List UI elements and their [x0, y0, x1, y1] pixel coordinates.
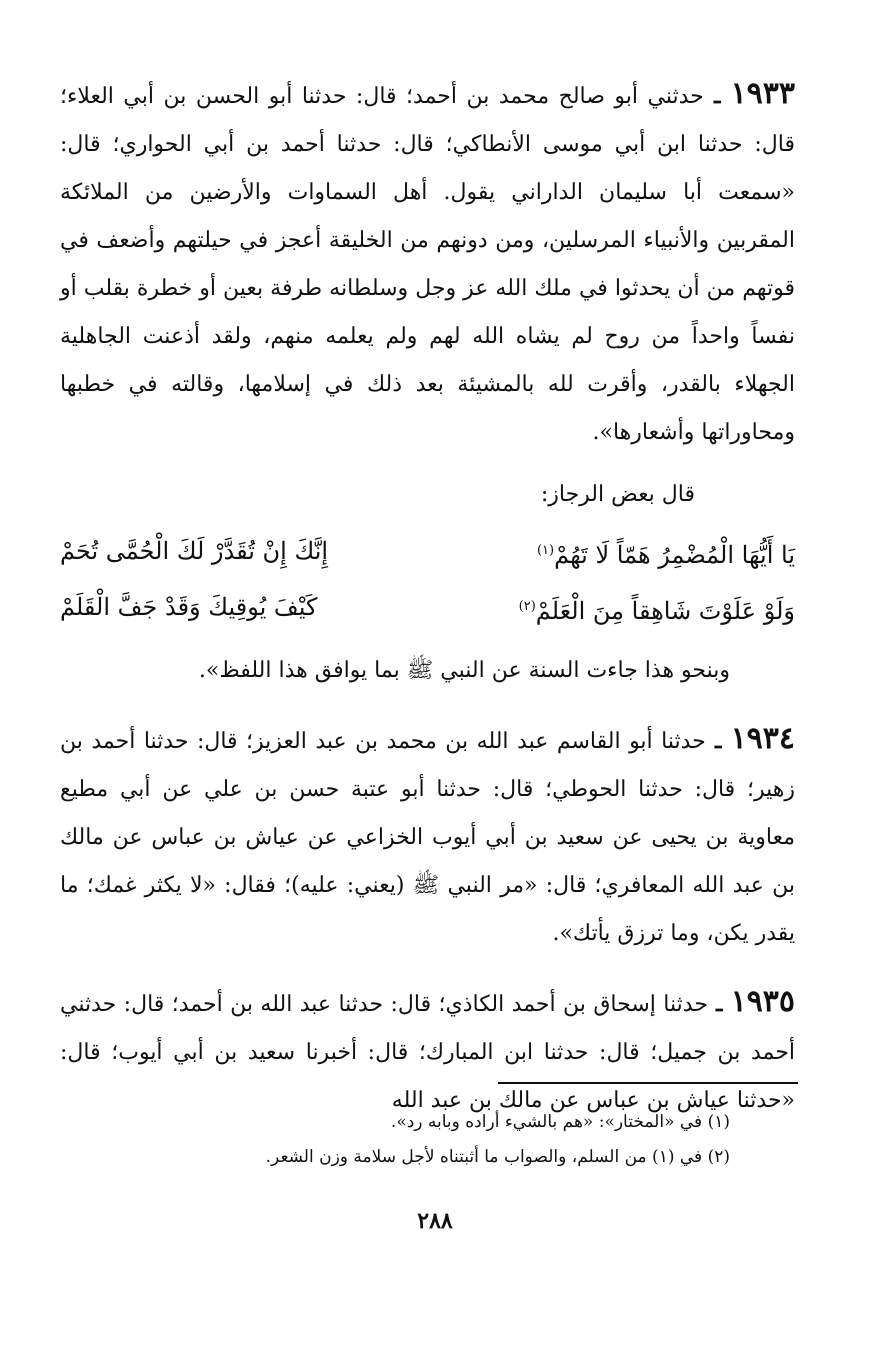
hadith-number: ١٩٣٣	[730, 76, 796, 111]
hadith-1935	[60, 978, 795, 1125]
number-dash: ـ	[705, 728, 731, 754]
poem-closing: وبنحو هذا جاءت السنة عن النبي ﷺ بما يوافق هذا اللفظ».	[198, 658, 730, 683]
footnote-1: (١) في «المختار»: «هم بالشيء أراده وبابه رد».	[390, 1112, 730, 1132]
poem	[60, 525, 795, 637]
footnote-2: (٢) في (١) من السلم، والصواب ما أثبتناه لأجل سلامة وزن الشعر.	[265, 1147, 730, 1167]
hadith-number: ١٩٣٤	[730, 721, 796, 756]
hadith-number: ١٩٣٥	[730, 984, 796, 1019]
verse-first-hemistich: يَا أَيُّهَا الْمُضْمِرُ هَمّاً لَا تَهُمْ$^{(١)}$	[536, 541, 795, 569]
poem-verse	[60, 525, 795, 581]
hadith-text: حدثني أبو صالح محمد بن أحمد؛ قال: حدثنا أبو الحسن بن أبي العلاء؛ قال: حدثنا ابن أبي موسى الأنطاكي؛ قال: حدثنا أحمد بن أبي الحواري؛ قال: «سمعت أبا سليمان الداراني يقول. أهل السماوات والأرضين من الملائكة المقربين والأنبياء المرسلين، ومن دونهم من الخليقة أعجز في حيلتهم وأضعف في قوتهم من أن يحدثوا في ملك الله عز وجل وسلطانه طرفة بعين أو خطرة بقلب أو نفساً واحداً من روح لم يشاه الله لهم ولم يعلمه منهم، ولقد أذعنت الجاهلية الجهلاء بالقدر، وأقرت لله بالمشيئة بعد ذلك في إسلامها، وقالته في خطبها ومحاوراتها وأشعارها».	[60, 84, 795, 445]
poem-intro: قال بعض الرجاز:	[540, 482, 695, 507]
hadith-text: حدثنا إسحاق بن أحمد الكاذي؛ قال: حدثنا عبد الله بن أحمد؛ قال: حدثني أحمد بن جميل؛ قال: حدثنا ابن المبارك؛ قال: أخبرنا سعيد بن أبي أيوب؛ قال: «حدثنا عياش بن عباس عن مالك بن عبد الله	[60, 992, 795, 1113]
verse-first-hemistich: وَلَوْ عَلَوْتَ شَاهِقاً مِنَ الْعَلَمْ$^{(٢)}$	[518, 597, 795, 625]
footnote-separator	[498, 1082, 798, 1084]
verse-second-hemistich: كَيْفَ يُوقِيكَ وَقَدْ جَفَّ الْقَلَمْ	[60, 593, 318, 621]
footnotes	[60, 1105, 730, 1175]
poem-verse	[60, 581, 795, 637]
page-body	[60, 70, 795, 1125]
number-dash: ـ	[707, 991, 731, 1017]
footnote-ref: (٢)	[518, 599, 536, 614]
number-dash: ـ	[703, 83, 731, 109]
page-number: ٢٨٨	[417, 1208, 453, 1234]
footnote-ref: (١)	[536, 543, 555, 558]
hadith-1934	[60, 715, 795, 958]
hadith-text: حدثنا أبو القاسم عبد الله بن محمد بن عبد العزيز؛ قال: حدثنا أحمد بن زهير؛ قال: حدثنا الحوطي؛ قال: حدثنا أبو عتبة حسن بن علي عن أبي مطيع معاوية بن يحيى عن سعيد بن أبي أيوب الخزاعي عن عياش بن عباس عن مالك بن عبد الله المعافري؛ قال: «مر النبي ﷺ (يعني: عليه)؛ فقال: «لا يكثر غمك؛ ما يقدر يكن، وما ترزق يأتك».	[60, 729, 795, 946]
hadith-1933	[60, 70, 795, 457]
verse-second-hemistich: إِنَّكَ إِنْ تُقَدَّرْ لَكَ الْحُمَّى تُحَمْ	[60, 537, 329, 565]
